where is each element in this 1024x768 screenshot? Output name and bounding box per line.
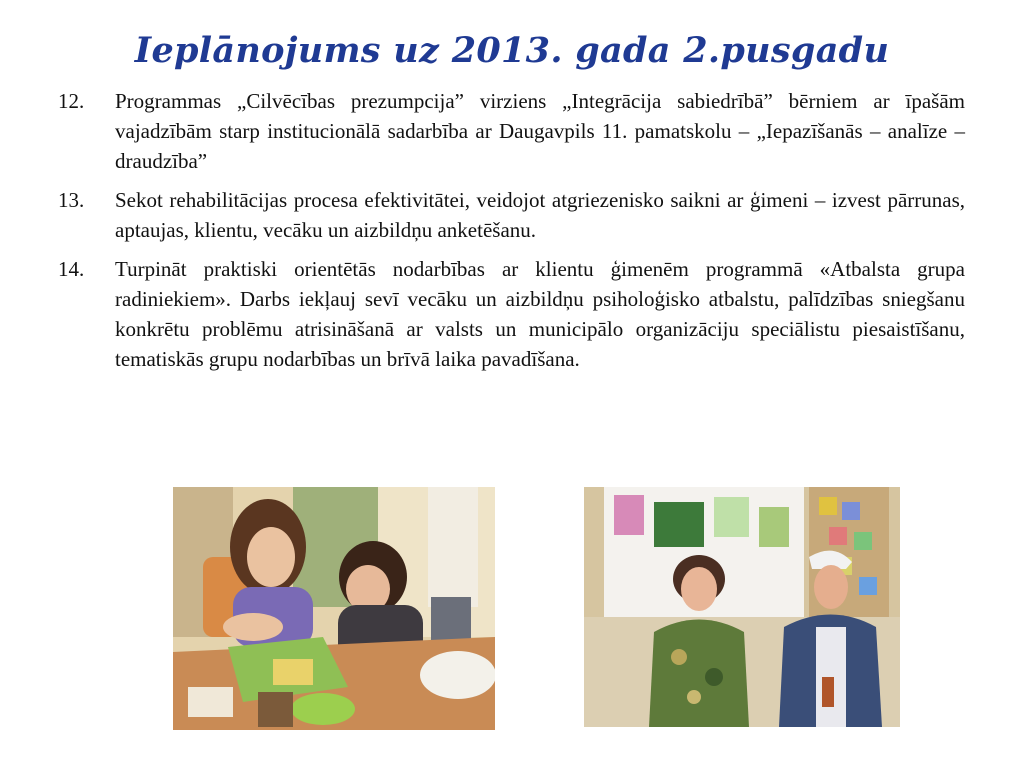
photo-portrait-pair-image — [584, 487, 900, 727]
item-number: 13. — [58, 188, 85, 212]
photo-portrait-pair — [584, 487, 900, 727]
photo-craft-activity — [173, 487, 495, 730]
list-item — [58, 254, 965, 374]
list-item — [58, 185, 965, 245]
plan-list — [58, 86, 965, 383]
item-text: Sekot rehabilitācijas procesa efektivitātei, veidojot atgriezenisko saikni ar ģimeni – izvest pārrunas, aptaujas, klientu, vecāku un aizbildņu anketēšanu. — [115, 188, 965, 242]
photo-craft-activity-image — [173, 487, 495, 730]
item-text: Programmas „Cilvēcības prezumpcija” virziens „Integrācija sabiedrībā” bērniem ar īpašām vajadzībām starp institucionālā sadarbība ar Daugavpils 11. pamatskolu – „Iepazīšanās – analīze – draudzība” — [115, 89, 965, 173]
item-number: 12. — [58, 89, 85, 113]
item-number: 14. — [58, 257, 85, 281]
list-item — [58, 86, 965, 176]
slide-title: Ieplānojums uz 2013. gada 2.pusgadu — [134, 30, 890, 71]
item-text: Turpināt praktiski orientētās nodarbības ar klientu ģimenēm programmā «Atbalsta grupa radiniekiem». Darbs iekļauj sevī vecāku un aizbildņu psiholoģisko atbalstu, palīdzības sniegšanu konkrētu problēmu atrisināšanā ar valsts un municipālo organizāciju speciālistu piesaistīšanu, tematiskās grupu nodarbības un brīvā laika pavadīšana. — [115, 257, 965, 371]
